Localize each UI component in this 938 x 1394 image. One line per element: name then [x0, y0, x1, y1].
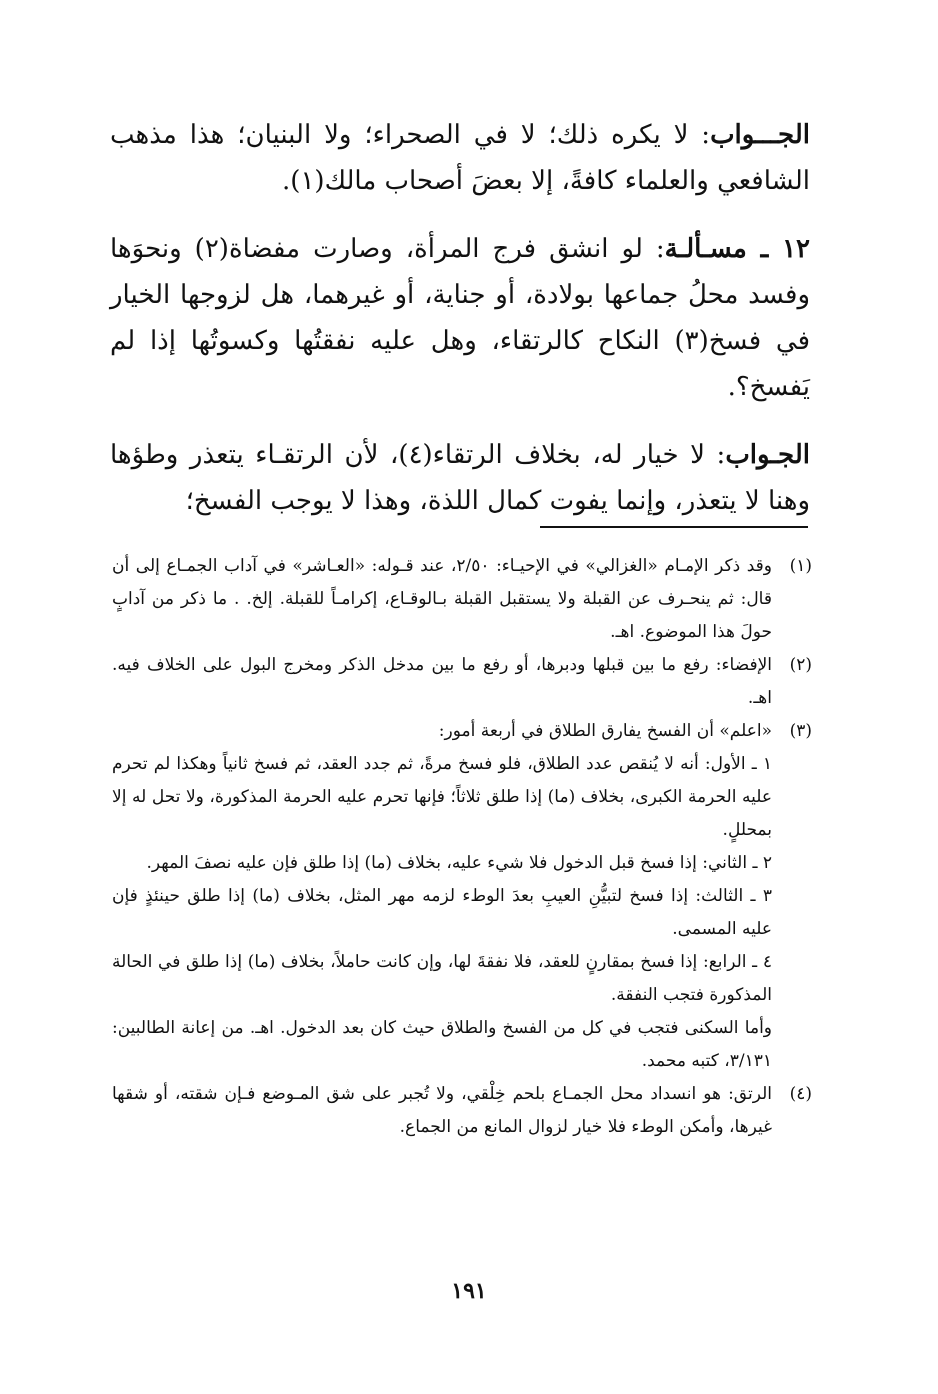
question-heading: ١٢ ـ مسـألـة — [664, 234, 811, 264]
footnote — [112, 715, 812, 1078]
footnote-text: وقد ذكر الإمـام «الغزالي» في الإحيـاء: ٢/٥٠، عند قـوله: «العـاشر» في آداب الجمـاع إلى أن قال: ثم ينحـرف عن القبلة ولا يستقبل القبلة بـالوقـاع، إكرامـاً للقبلة. إلخ. . ما ذكر من آدابٍ حولَ هذا الموضوع. اهـ. — [112, 556, 772, 642]
footnote-number: (٢) — [789, 655, 812, 675]
footnote-text: ٤ ـ الرابع: إذا فسخ بمقارنٍ للعقد، فلا نفقةَ لها، وإن كانت حاملاً، بخلاف (ما) إذا طلق في الحالة المذكورة فتجب النفقة. — [112, 952, 772, 1005]
footnote-number: (٣) — [789, 721, 812, 741]
answer-text: : لا يكره ذلك؛ لا في الصحراء؛ ولا البنيان؛ هذا مذهب الشافعي والعلماء كافةً، إلا بعضَ أصحاب مالك(١). — [110, 120, 810, 196]
answer-text: : لا خيار له، بخلاف الرتقاء(٤)، لأن الرتقـاء يتعذر وطؤها وهنا لا يتعذر، وإنما يفوت كمال اللذة، وهذا لا يوجب الفسخ؛ — [110, 440, 810, 516]
footnote — [112, 550, 812, 649]
footnote-text: الإفضاء: رفع ما بين قبلها ودبرها، أو رفع ما بين مدخل الذكر ومخرج البول على الخلاف فيه. اهـ. — [112, 655, 772, 708]
footnote-number: (٤) — [789, 1084, 812, 1104]
footnote-text: ٣ ـ الثالث: إذا فسخ لتبيُّنِ العيبِ بعدَ الوطء لزمه مهر المثل، بخلاف (ما) إذا طلق حينئذٍ فإن عليه المسمى. — [112, 886, 772, 939]
footnote-separator — [540, 526, 808, 528]
answer-heading: الجـواب — [725, 440, 810, 470]
footnote-text: وأما السكنى فتجب في كل من الفسخ والطلاق حيث كان بعد الدخول. اهـ. من إعانة الطالبين: ٣/١٣١، كتبه محمد. — [112, 1018, 772, 1071]
main-text — [110, 112, 810, 546]
footnote-number: (١) — [789, 556, 812, 576]
footnote-text: «اعلم» أن الفسخ يفارق الطلاق في أربعة أمور: — [438, 721, 772, 741]
answer-heading: الجـــواب — [710, 120, 810, 150]
footnote — [112, 1078, 812, 1144]
page-number: ١٩١ — [451, 1278, 487, 1304]
footnote-text: ٢ ـ الثاني: إذا فسخ قبل الدخول فلا شيء عليه، بخلاف (ما) إذا طلق فإن عليه نصفَ المهر. — [146, 853, 772, 873]
footnote-text: ١ ـ الأول: أنه لا يُنقص عدد الطلاق، فلو فسخ مرةً، ثم جدد العقد، ثم فسخ ثانياً وهكذا لم تحرم عليه الحرمة الكبرى، بخلاف (ما) إذا طلق ثلاثاً؛ فإنها تحرم عليه الحرمة المذكورة، ولا تحل له إلا بمحللٍ. — [112, 754, 772, 840]
paragraph-answer-1 — [110, 112, 810, 204]
paragraph-answer-2 — [110, 432, 810, 524]
paragraph-question-12 — [110, 226, 810, 410]
footnote-text: الرتق: هو انسداد محل الجمـاع بلحم خِلْقي، ولا تُجبر على شق المـوضع فـإن شقته، أو شقها غيرها، وأمكن الوطء فلا خيار لزوال المانع من الجماع. — [112, 1084, 772, 1137]
footnote — [112, 649, 812, 715]
footnotes — [112, 550, 812, 1144]
question-text: : لو انشق فرج المرأة، وصارت مفضاة(٢) ونحوَها وفسد محلُ جماعها بولادة، أو جناية، أو غيرهما، هل لزوجها الخيار في فسخ(٣) النكاح كالرتقاء، وهل عليه نفقتُها وكسوتُها إذا لم يَفسخ؟. — [110, 234, 811, 402]
